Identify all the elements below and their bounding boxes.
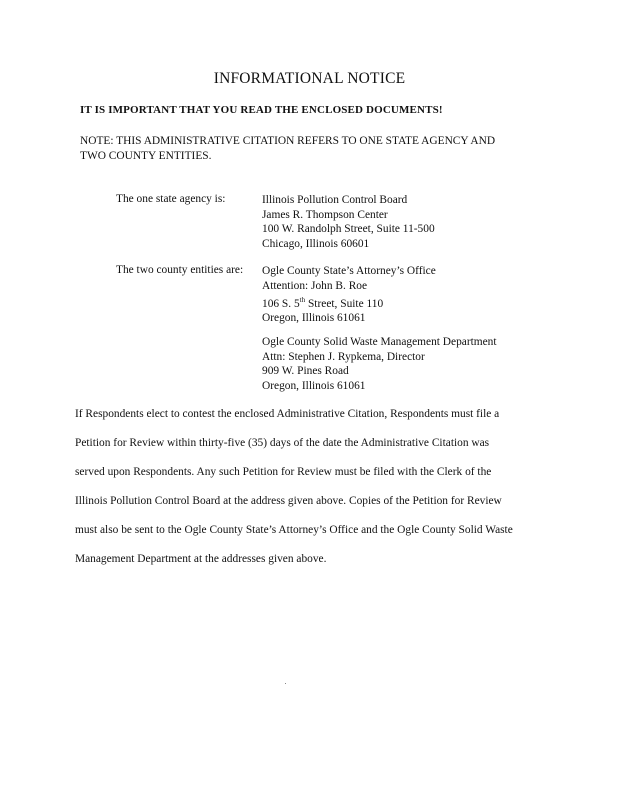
address-line: James R. Thompson Center bbox=[262, 208, 388, 221]
county-entity-2-address bbox=[262, 335, 497, 393]
note-block bbox=[80, 134, 550, 164]
address-line: Ogle County Solid Waste Management Department bbox=[262, 336, 497, 348]
paragraph-line: Illinois Pollution Control Board at the address given above. Copies of the Petition for Review bbox=[75, 495, 502, 507]
state-agency-label: The one state agency is: bbox=[116, 193, 226, 205]
note-line-2: TWO COUNTY ENTITIES. bbox=[80, 150, 212, 162]
important-warning: IT IS IMPORTANT THAT YOU READ THE ENCLOSED DOCUMENTS! bbox=[80, 104, 443, 116]
address-line: Chicago, Illinois 60601 bbox=[262, 237, 370, 250]
address-line: Attn: Stephen J. Rypkema, Director bbox=[262, 350, 425, 363]
street-prefix: 106 S. 5 bbox=[262, 297, 300, 310]
address-line: Illinois Pollution Control Board bbox=[262, 194, 408, 206]
address-line: Oregon, Illinois 61061 bbox=[262, 379, 366, 392]
address-line: Ogle County State’s Attorney’s Office bbox=[262, 265, 436, 277]
scan-speck bbox=[285, 683, 286, 684]
note-line-1: NOTE: THIS ADMINISTRATIVE CITATION REFERS TO ONE STATE AGENCY AND bbox=[80, 135, 496, 147]
paragraph-line: Petition for Review within thirty-five (35) days of the date the Administrative Citation was bbox=[75, 437, 490, 449]
state-agency-address bbox=[262, 193, 435, 251]
address-line: 100 W. Randolph Street, Suite 11-500 bbox=[262, 223, 435, 235]
paragraph-line: If Respondents elect to contest the enclosed Administrative Citation, Respondents must file a bbox=[75, 408, 500, 420]
street-suffix: Street, Suite 110 bbox=[305, 297, 384, 310]
paragraph-line: Management Department at the addresses given above. bbox=[75, 553, 327, 565]
notice-title: INFORMATIONAL NOTICE bbox=[213, 70, 406, 87]
address-line-street bbox=[262, 293, 436, 311]
street-ordinal: th bbox=[299, 296, 306, 304]
address-line: Attention: John B. Roe bbox=[262, 279, 368, 292]
address-line: 909 W. Pines Road bbox=[262, 365, 349, 377]
address-line: Oregon, Illinois 61061 bbox=[262, 312, 366, 325]
paragraph-line: must also be sent to the Ogle County State’s Attorney’s Office and the Ogle County Solid Waste bbox=[75, 524, 513, 536]
paragraph-line: served upon Respondents. Any such Petition for Review must be filed with the Clerk of the bbox=[75, 466, 492, 478]
instructions-paragraph bbox=[75, 404, 555, 578]
county-entity-1-address bbox=[262, 264, 436, 326]
county-entities-label: The two county entities are: bbox=[116, 264, 244, 276]
